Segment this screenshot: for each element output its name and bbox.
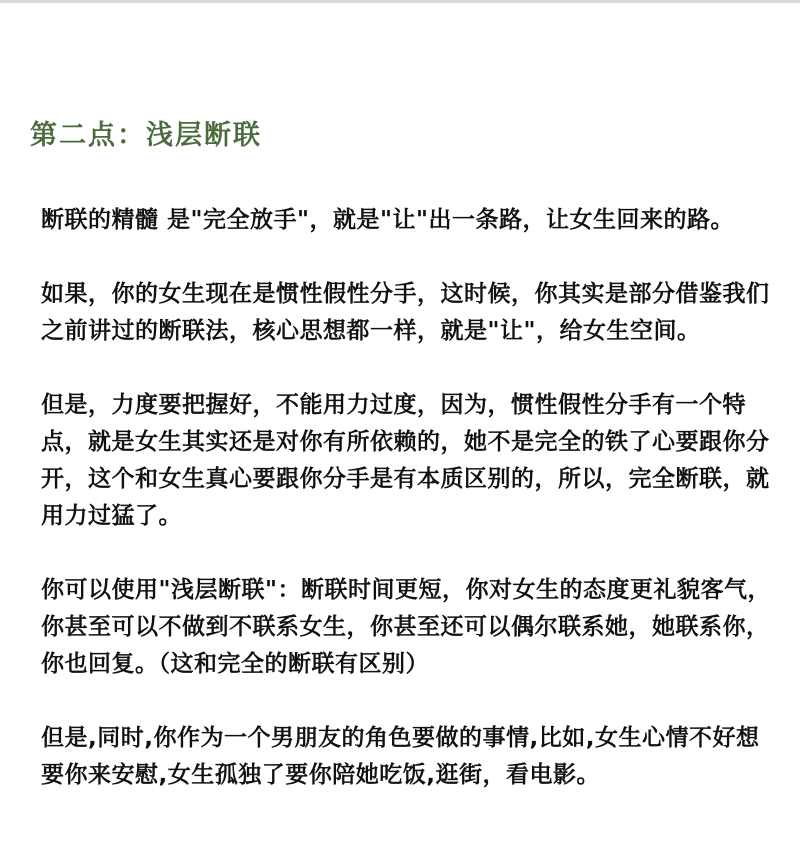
paragraph-4: 你可以使用"浅层断联"：断联时间更短，你对女生的态度更礼貌客气，你甚至可以不做到不联系女生，你甚至还可以偶尔联系她，她联系你，你也回复。（这和完全的断联有区别） bbox=[41, 577, 771, 677]
top-divider bbox=[0, 0, 800, 3]
section-heading: 第二点：浅层断联 bbox=[30, 120, 262, 151]
article-body bbox=[41, 202, 771, 831]
paragraph-1: 断联的精髓 是"完全放手"，就是"让"出一条路，让女生回来的路。 bbox=[41, 207, 734, 233]
paragraph-5: 但是,同时,你作为一个男朋友的角色要做的事情,比如,女生心情不好想要你来安慰,女生孤独了要你陪她吃饭,逛街，看电影。 bbox=[41, 725, 760, 788]
paragraph-3: 但是，力度要把握好，不能用力过度，因为，惯性假性分手有一个特点，就是女生其实还是对你有所依赖的，她不是完全的铁了心要跟你分开，这个和女生真心要跟你分手是有本质区别的，所以，完全断联，就用力过猛了。 bbox=[41, 392, 770, 529]
paragraph-2: 如果，你的女生现在是惯性假性分手，这时候，你其实是部分借鉴我们之前讲过的断联法，核心思想都一样，就是"让"，给女生空间。 bbox=[41, 281, 770, 344]
